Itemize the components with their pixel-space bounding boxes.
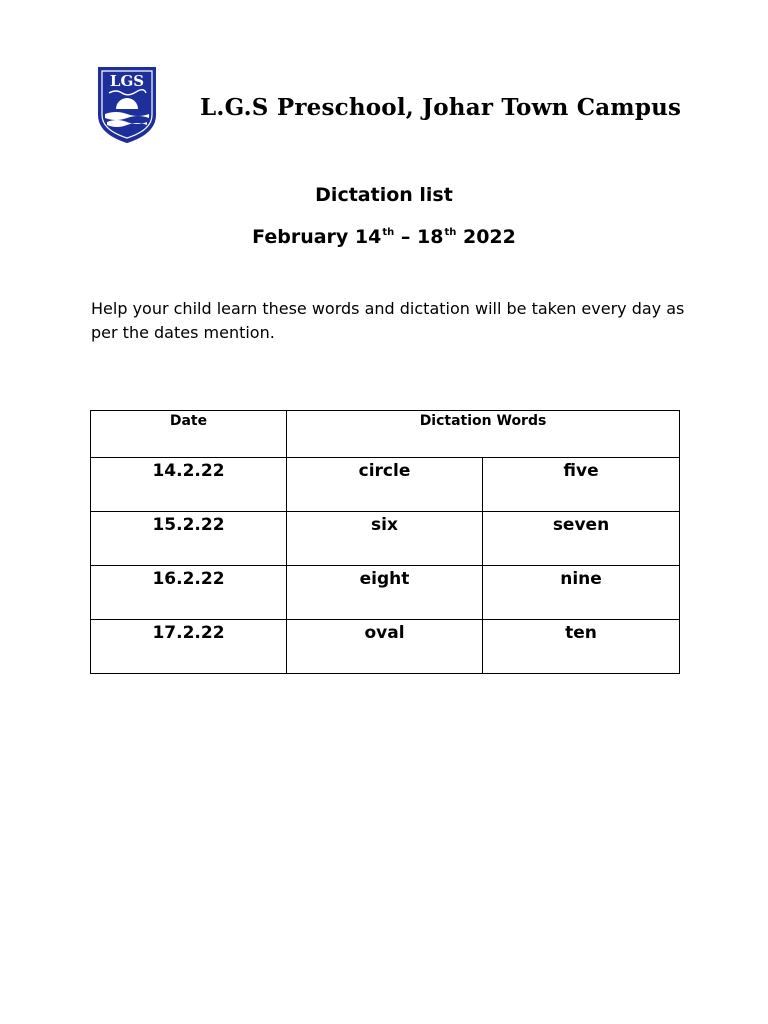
row-word: oval [287, 620, 483, 674]
date-start: February 14 [252, 226, 382, 248]
row-date: 17.2.22 [91, 620, 287, 674]
school-name: L.G.S Preschool, Johar Town Campus [200, 94, 682, 121]
table-row [91, 458, 680, 512]
row-date: 14.2.22 [91, 458, 287, 512]
date-end-suffix: th [444, 227, 457, 238]
table-header-row [91, 411, 680, 458]
logo-lettering: LGS [109, 72, 145, 90]
document-title: Dictation list [315, 184, 453, 206]
row-word: ten [483, 620, 680, 674]
row-word: circle [287, 458, 483, 512]
row-word: five [483, 458, 680, 512]
header-date: Date [91, 411, 287, 458]
table-row [91, 512, 680, 566]
table-row [91, 620, 680, 674]
header-dictation-words: Dictation Words [287, 411, 680, 458]
row-word: seven [483, 512, 680, 566]
table-row [91, 566, 680, 620]
row-word: nine [483, 566, 680, 620]
date-year: 2022 [456, 226, 516, 248]
date-range [0, 226, 768, 248]
row-date: 15.2.22 [91, 512, 287, 566]
date-separator: – 18 [394, 226, 444, 248]
row-word: six [287, 512, 483, 566]
dictation-table [90, 410, 680, 674]
date-start-suffix: th [382, 227, 395, 238]
instructions-text: Help your child learn these words and dictation will be taken every day as per the dates mention. [91, 299, 685, 342]
row-date: 16.2.22 [91, 566, 287, 620]
row-word: eight [287, 566, 483, 620]
school-crest-logo [96, 65, 158, 145]
